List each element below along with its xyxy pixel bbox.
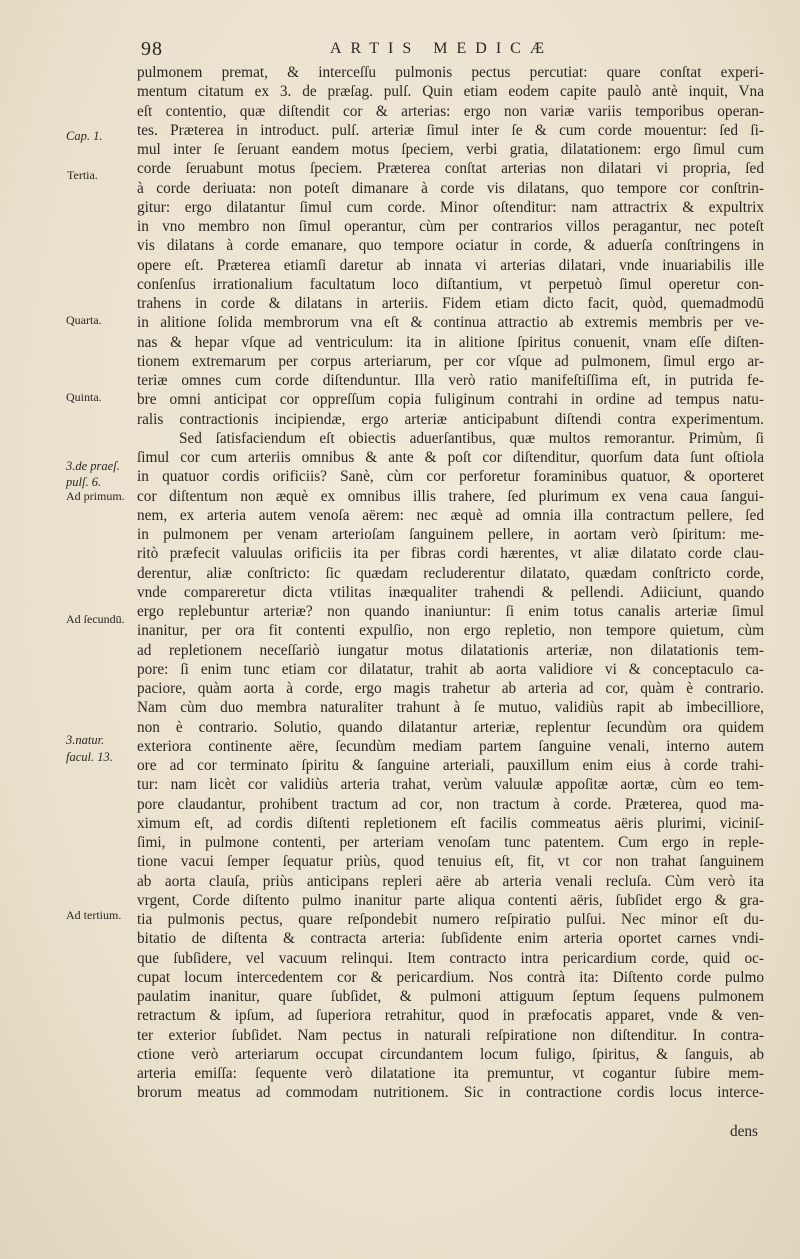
margin-note: Ad ſecundū. — [66, 612, 125, 626]
margin-note: 3.de praeſ. — [66, 459, 120, 473]
text-line: nas & hepar vſque ad ventriculum: ita in alitione ſpiritus conuenit, vnam eſſe diſten- — [137, 333, 764, 351]
text-line: in quatuor cordis orificiis? Sanè, cùm cor perforetur foraminibus quatuor, & oporteret — [137, 468, 764, 486]
text-line: cupat locum intercedentem cor & pericardium. Nos contrà ita: Diſtento corde pulmo — [137, 968, 764, 986]
running-head: ARTIS MEDICÆ — [330, 40, 554, 57]
text-line: ore ad cor terminato ſpiritu & ſanguine arteriali, pauxillum enim eius à corde trahi- — [137, 757, 764, 774]
text-line: ctione verò arteriarum occupat circundantem locum fuligo, ſpiritus, & ſanguis, ab — [137, 1045, 764, 1063]
text-line — [137, 1103, 764, 1122]
text-line: à corde deriuata: non poteſt dimanare à corde vis dilatans, quo tempore cor conſtrin- — [137, 179, 764, 197]
text-line: opere eſt. Præterea etiamſi daretur ab innata vi arterias dilatari, vnde inuariabilis ille — [137, 256, 764, 274]
text-line: non è contrario. Solutio, quando dilatantur arteriæ, replentur ſecundùm ora quidem — [137, 718, 764, 736]
text-line: que ſubſidere, vel vacuum relinqui. Item contracto intra pericardium corde, quid oc- — [137, 949, 764, 967]
text-line: ximum eſt, ad cordis diſtenti repletionem eſt facilis commeatus aëris plurimi, viciniſ- — [137, 814, 764, 832]
text-line: Nam cùm duo membra naturaliter trahunt à ſe mutuo, validiùs rapit ab imbecilliore, — [137, 699, 764, 717]
text-line: teriæ omnes cum corde diſtenduntur. Illa verò ratio manifeſtiſſima eſt, in putrida fe- — [137, 372, 764, 389]
text-line: ralis contractionis incipiendæ, ergo arteriæ anticipabunt diſtendi contra experimentum. — [137, 410, 764, 428]
text-line: bitatio de diſtenta & contracta arteria: ſubſidente enim arteria oportet carnes vndi- — [137, 930, 764, 948]
text-line: eſt contentio, quæ diſtendit cor & arterias: ergo non variæ variis temporibus operan- — [137, 102, 764, 120]
text-line: ergo replebuntur arteriæ? non quando inaniuntur: ſi enim totus canalis arteriæ ſimul — [137, 603, 764, 620]
margin-note: Ad tertium. — [66, 908, 122, 922]
text-line: corde ſeruabunt motus ſpeciem. Præterea conſtat arterias non dilatari vi propria, ſed — [137, 160, 764, 178]
text-line: tia pulmonis pectus, quare reſpondebit numero reſpiratio pulſui. Nec minor eſt du- — [137, 911, 764, 928]
text-line: in pulmonem per venam arterioſam ſanguinem pellere, in aortam verò ſpiritum: me- — [137, 526, 764, 543]
text-line: ter exterior ſubſidet. Nam pectus in naturali reſpiratione non diſtenditur. In contra- — [137, 1026, 764, 1044]
text-line: vnde compareretur dicta vtilitas inæqualiter trahendi & pellendi. Adiiciunt, quando — [137, 583, 764, 601]
text-line: vis dilatans à corde emanare, quo tempore ociatur in corde, & aduerſa conſtringens in — [137, 237, 764, 255]
text-line: retractum & ipſum, ad ſuperiora retrahitur, quod in præfocatis apparet, vnde & ven- — [137, 1007, 764, 1025]
text-line: pore claudantur, prohibent tractum ad cor, non tractum à corde. Præterea, quod ma- — [137, 795, 764, 813]
margin-note: Tertia. — [67, 168, 98, 182]
text-line: pulmonem premat, & interceſſu pulmonis pectus percutiat: quare conſtat experi- — [137, 64, 764, 81]
text-line: mentum citatum ex 3. de præſag. pulſ. Quin etiam eodem capite paulò antè inquit, Vna — [137, 83, 764, 101]
text-line: ab aorta clauſa, priùs anticipans repleri aëre ab arteria venali recluſa. Cùm verò ita — [137, 872, 764, 890]
text-line: brorum meatus ad commodam nutritionem. Sic in contractione cordis locus interce- — [137, 1084, 764, 1102]
text-line: trahens in corde & dilatans in arteriis. Fidem etiam dicto facit, quòd, quemadmodū — [137, 295, 764, 312]
text-line: in vno membro non ſimul operantur, cùm per contrarios villos peragantur, nec poteſt — [137, 218, 764, 235]
text-line: Sed ſatisfaciendum eſt obiectis aduerſantibus, quæ multos remorantur. Primùm, ſi — [179, 429, 764, 447]
text-line: in alitione ſolida membrorum vna eſt & continua attractio ab extremis membris per ve- — [137, 314, 764, 332]
margin-note: pulſ. 6. — [66, 475, 102, 489]
catchword: dens — [729, 1122, 758, 1140]
text-line: paulatim inanitur, quare ſubſidet, & pulmoni attiguum ſeptum ſequens pulmonem — [137, 988, 764, 1005]
margin-note: 3.natur. — [66, 733, 105, 747]
text-line: tione vacui ſemper ſequatur priùs, quod tenuius eſt, fit, vt cor non trahat ſanguinem — [137, 853, 764, 871]
text-line: ad repletionem neceſſariò iungatur motus dilatationis arteriæ, non dilatationis tem- — [137, 641, 764, 659]
text-line: gitur: ergo dilatantur ſimul cum corde. Minor oſtenditur: nam attractrix & expultrix — [137, 198, 764, 216]
text-line: tes. Præterea in introduct. pulſ. arteriæ ſimul inter ſe & cum corde mouentur: ſed ſi- — [137, 121, 764, 139]
text-line: derentur, aliæ conſtricto: ſic quædam recluderentur dilatato, quædam conſtricto corde, — [137, 564, 764, 582]
text-line: inanitur, per ora fit contenti expulſio, non ergo repletio, non tempore quietum, cùm — [137, 622, 764, 640]
text-line: ſimi, in pulmone contenti, per arteriam venoſam tunc patentem. Cum ergo in reple- — [137, 834, 764, 851]
text-line: tur: nam licèt cor validiùs arteria trahat, verùm valuulæ appoſitæ aortæ, cùm eo tem- — [137, 776, 764, 794]
text-line: cor diſtentum non æquè ex omnibus illis trahere, ſed plurimum ex vena caua ſangui- — [137, 487, 764, 505]
text-line: tionem extremarum per corpus arteriarum, per cor vſque ad pulmonem, ſimul ergo ar- — [137, 352, 764, 370]
text-line: ſimul cor cum arteriis omnibus & ante & poſt cor diſtenditur, quorſum data ſunt oſtiola — [137, 449, 764, 466]
text-line: exteriora continente aëre, ſecundùm mediam partem ſanguine venali, interno autem — [137, 737, 764, 755]
body-text — [137, 63, 764, 1141]
margin-note: Ad primum. — [66, 489, 125, 503]
text-line: vrgent, Corde diſtento pulmo inanitur parte aliqua contenti aëris, ſubſidet ergo & gra- — [137, 891, 764, 909]
text-line: arteria emiſſa: ſequente verò dilatatione ita premuntur, vt cogantur ſubire mem- — [137, 1065, 764, 1082]
margin-note: Cap. 1. — [66, 129, 103, 143]
text-line: pore: ſi enim tunc etiam cor dilatatur, trahit ab aorta validiore vi & conceptaculo ca- — [137, 660, 764, 678]
margin-note: Quarta. — [66, 313, 102, 327]
text-line: mul inter ſe ſeruant eandem motus ſpeciem, verbi gratia, dilatationem: ergo ſimul cum — [137, 141, 764, 158]
text-line: bre omni anticipat cor oppreſſum copia fuliginum contrahi in ordine ad tempus natu- — [137, 391, 764, 409]
text-line: paciore, quàm aorta à corde, ergo magis trahetur ab arteria ad cor, quàm è contrario. — [137, 680, 764, 697]
text-line: conſenſus irrationalium facultatum loco diſtantium, vt perpetuò ſimul operetur con- — [137, 275, 764, 293]
text-line: nem, ex arteria autem venoſa aërem: nec æquè ad omnia illa contractum pellere, ſed — [137, 506, 764, 524]
margin-note: Quinta. — [66, 390, 102, 404]
page-number: 98 — [141, 38, 163, 60]
text-line: ritò præfecit valuulas orificiis ita per fibras cordi hærentes, vt aliæ dilatato corde clau- — [137, 545, 764, 563]
margin-note: facul. 13. — [66, 750, 113, 764]
